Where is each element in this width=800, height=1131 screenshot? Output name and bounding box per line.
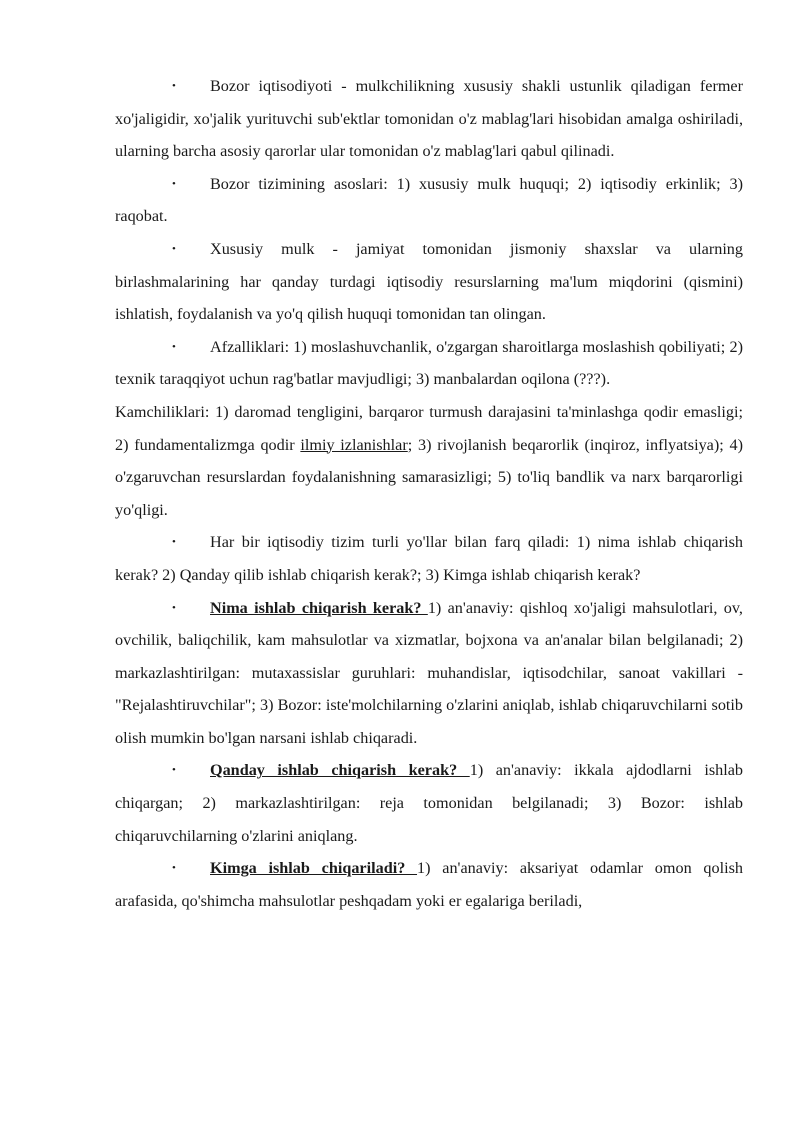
bullet-dot: •: [172, 340, 176, 353]
paragraph-text: 1) an'anaviy: aksariyat odamlar omon qolish arafasida, qo'shimcha mahsulotlar peshqadam yoki er egalariga beriladi,: [115, 859, 743, 910]
bullet-paragraph: [115, 331, 743, 396]
paragraph-text: 1) an'anaviy: ikkala ajdodlarni ishlab chiqargan; 2) markazlashtirilgan: reja tomonidan belgilanadi; 3) Bozor: ishlab chiqaruvchilarning o'zlarini aniqlang.: [115, 761, 743, 845]
bullet-paragraph: [115, 754, 743, 852]
question-heading: Qanday ishlab chiqarish kerak?: [210, 761, 470, 780]
bullet-paragraph: [115, 70, 743, 168]
paragraph-text: 1) an'anaviy: qishloq xo'jaligi mahsulotlari, ov, ovchilik, baliqchilik, kam mahsulotlar va xizmatlar, bojxona va an'analar bilan belgilanadi; 2) markazlashtirilgan: mutaxassislar guruhlari: muhandislar, iqtisodchilar, sanoat vakillari - "Rejalashtiruvchilar"; 3) Bozor: iste'molchilarning o'zlarini aniqlab, ishlab chiqaruvchilarni sotib olish mumkin bo'lgan narsani ishlab chiqaradi.: [115, 598, 743, 747]
paragraph-text: Bozor iqtisodiyoti - mulkchilikning xususiy shakli ustunlik qiladigan fermer xo'jaligidir, xo'jalik yurituvchi sub'ektlar tomonidan o'z mablag'lari hisobidan amalga oshiriladi, ularning barcha asosiy qarorlar ular tomonidan o'z mablag'lari qabul qilinadi.: [115, 77, 743, 161]
bullet-dot: •: [172, 242, 176, 255]
paragraph-text: Bozor tizimining asoslari: 1) xususiy mulk huquqi; 2) iqtisodiy erkinlik; 3) raqobat.: [115, 174, 743, 226]
question-heading: Nima ishlab chiqarish kerak?: [210, 598, 428, 617]
document-page: [115, 70, 743, 917]
bullet-dot: •: [172, 177, 176, 190]
bullet-paragraph: [115, 526, 743, 591]
paragraph-text: ; 3) rivojlanish beqarorlik (inqiroz, inflyatsiya); 4) o'zgaruvchan resurslardan foydalanishning samarasizligi; 5) to'liq bandlik va narx barqarorligi yo'qligi.: [115, 435, 743, 519]
kamchiliklari-paragraph: [115, 396, 743, 526]
question-heading: Kimga ishlab chiqariladi?: [210, 859, 418, 878]
bullet-paragraph: [115, 233, 743, 331]
bullet-dot: •: [172, 862, 176, 875]
bullet-dot: •: [172, 536, 176, 549]
paragraph-text: Kamchiliklari: 1) daromad tengligini, barqaror turmush darajasini ta'minlashga qodir emasligi; 2) fundamentalizmga qodir: [115, 402, 743, 454]
bullet-paragraph: [115, 168, 743, 233]
bullet-dot: •: [172, 764, 176, 777]
bullet-dot: •: [172, 80, 176, 92]
paragraph-text: Xususiy mulk - jamiyat tomonidan jismoniy shaxslar va ularning birlashmalarining har qanday turdagi iqtisodiy resurslarning ma'lum miqdorini (qismini) ishlatish, foydalanish va yo'q qilish huquqi tomonidan tan olingan.: [115, 239, 743, 324]
bullet-paragraph: [115, 592, 743, 755]
bullet-dot: •: [172, 601, 176, 614]
paragraph-text: Har bir iqtisodiy tizim turli yo'llar bilan farq qiladi: 1) nima ishlab chiqarish kerak? 2) Qanday qilib ishlab chiqarish kerak?; 3) Kimga ishlab chiqarish kerak?: [115, 533, 743, 584]
bullet-paragraph: [115, 852, 743, 917]
ilmiy-izlanishlar-link[interactable]: ilmiy izlanishlar: [300, 435, 408, 454]
paragraph-text: Afzalliklari: 1) moslashuvchanlik, o'zgargan sharoitlarga moslashish qobiliyati; 2) texnik taraqqiyot uchun rag'batlar mavjudligi; 3) manbalardan oqilona (???).: [115, 337, 743, 389]
